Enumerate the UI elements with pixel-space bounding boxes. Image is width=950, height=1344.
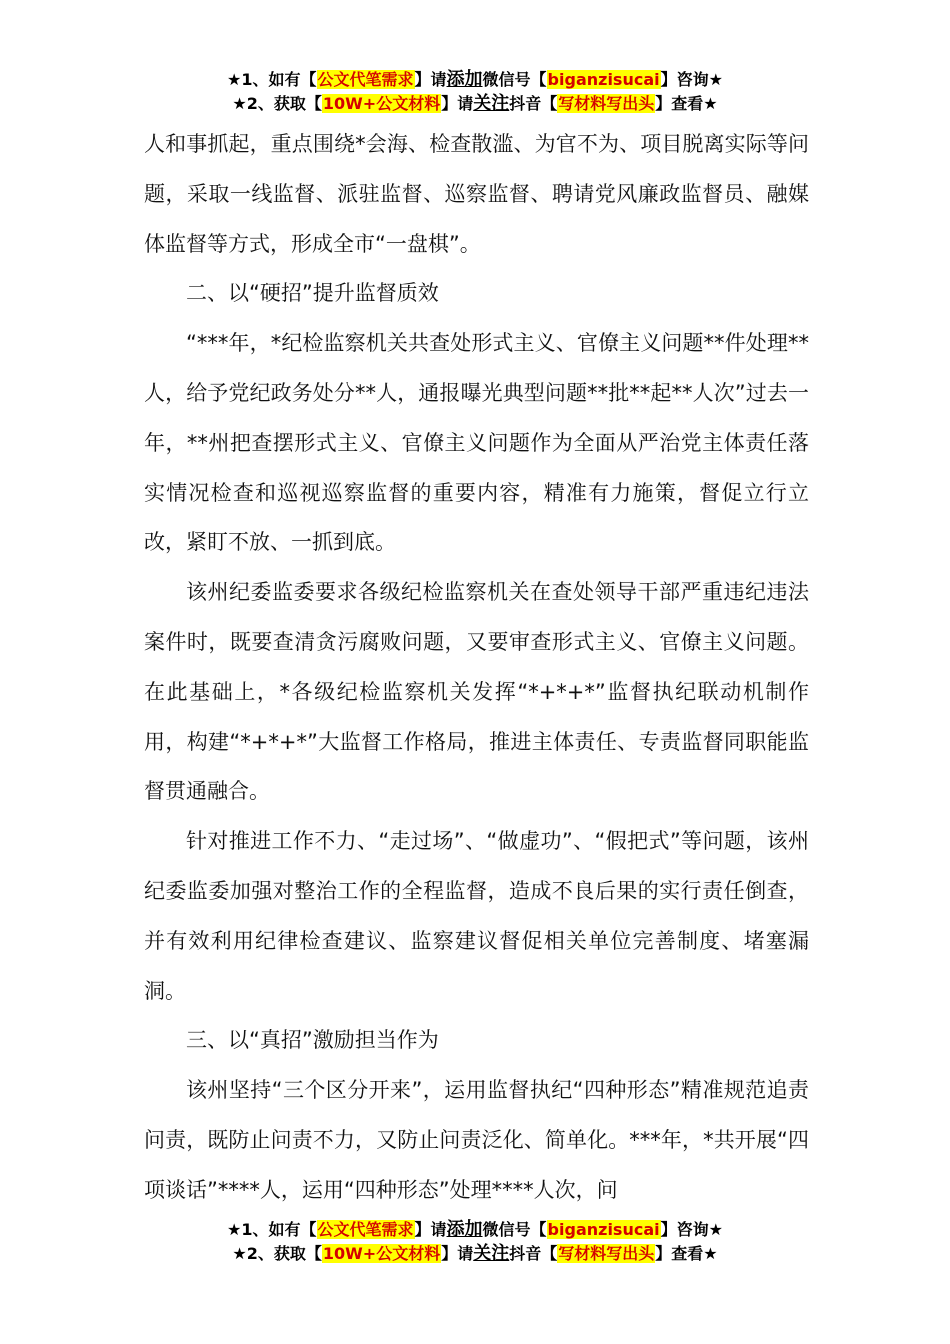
underlined-add: 添加	[446, 69, 483, 90]
footer-banner	[0, 1218, 950, 1266]
paragraph: 该州坚持“三个区分开来”，运用监督执纪“四种形态”精准规范追责问责，既防止问责不力，又防止问责泛化、简单化。***年，*共开展“四项谈话”****人，运用“四种形态”处理****人次，问	[144, 1078, 809, 1202]
highlight-materials: 10W+公文材料	[322, 1244, 441, 1263]
banner-line-2: ★2、获取【10W+公文材料】请关注抖音【写材料写出头】查看★	[232, 93, 718, 114]
highlight-writing-service: 公文代笔需求	[317, 1220, 414, 1239]
underlined-add: 添加	[446, 1219, 483, 1240]
section-heading-3: 三、以“真招”激励担当作为	[186, 1028, 439, 1053]
paragraph: 该州纪委监委要求各级纪检监察机关在查处领导干部严重违纪违法案件时，既要查清贪污腐败问题，又要审查形式主义、官僚主义问题。在此基础上，*各级纪检监察机关发挥“*+*+*”监督执纪联动机制作用，构建“*+*+*”大监督工作格局，推进主体责任、专责监督同职能监督贯通融合。	[144, 580, 809, 804]
highlight-douyin-account: 写材料写出头	[558, 94, 655, 113]
paragraph-continuation: 人和事抓起，重点围绕*会海、检查散滥、为官不为、项目脱离实际等问题，采取一线监督、派驻监督、巡察监督、聘请党风廉政监督员、融媒体监督等方式，形成全市“一盘棋”。	[144, 132, 809, 256]
banner-line-1: ★1、如有【公文代笔需求】请添加微信号【biganzisucai】咨询★	[227, 1219, 723, 1240]
paragraph: “***年，*纪检监察机关共查处形式主义、官僚主义问题**件处理**人，给予党纪政务处分**人，通报曝光典型问题**批**起**人次”过去一年，**州把查摆形式主义、官僚主义问题作为全面从严治党主体责任落实情况检查和巡视巡察监督的重要内容，精准有力施策，督促立行立改，紧盯不放、一抓到底。	[144, 331, 809, 555]
highlight-douyin-account: 写材料写出头	[558, 1244, 655, 1263]
banner-line-1: ★1、如有【公文代笔需求】请添加微信号【biganzisucai】咨询★	[227, 69, 723, 90]
highlight-wechat-id: biganzisucai	[547, 70, 660, 89]
document-body	[144, 120, 809, 1216]
banner-line-2: ★2、获取【10W+公文材料】请关注抖音【写材料写出头】查看★	[232, 1243, 718, 1264]
header-banner	[0, 68, 950, 116]
section-heading-2: 二、以“硬招”提升监督质效	[186, 281, 439, 306]
underlined-follow: 关注	[473, 93, 510, 114]
highlight-writing-service: 公文代笔需求	[317, 70, 414, 89]
highlight-materials: 10W+公文材料	[322, 94, 441, 113]
paragraph: 针对推进工作不力、“走过场”、“做虚功”、“假把式”等问题，该州纪委监委加强对整治工作的全程监督，造成不良后果的实行责任倒查，并有效利用纪律检查建议、监察建议督促相关单位完善制度、堵塞漏洞。	[144, 829, 809, 1003]
highlight-wechat-id: biganzisucai	[547, 1220, 660, 1239]
underlined-follow: 关注	[473, 1243, 510, 1264]
